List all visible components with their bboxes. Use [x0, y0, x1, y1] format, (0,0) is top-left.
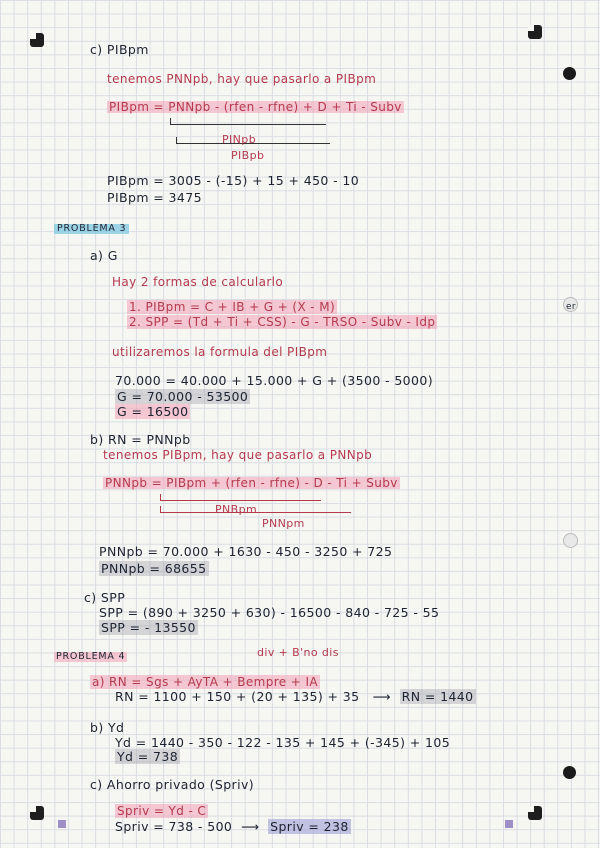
formula-1 — [127, 301, 337, 313]
label-pnbpm: PNBpm — [215, 503, 258, 516]
calc-rn — [115, 691, 476, 704]
corner-mark-bottom-left — [30, 806, 44, 820]
arrow-glyph: ⟶ — [363, 689, 400, 704]
calc-spp: SPP = (890 + 3250 + 630) - 16500 - 840 - 725 - 55 — [99, 605, 440, 620]
calc-pnnpb: PNNpb = 70.000 + 1630 - 450 - 3250 + 725 — [99, 544, 393, 559]
line-utilizaremos: utilizaremos la formula del PIBpm — [112, 345, 328, 359]
formula-pnnpb: PNNpb = PIBpm + (rfen - rfne) - D - Ti + Subv — [105, 476, 398, 490]
line-c-spp: c) SPP — [84, 590, 126, 605]
result-g — [115, 406, 190, 419]
line-c-pibpm: c) PIBpm — [90, 42, 149, 57]
line-a-rn — [90, 676, 320, 688]
corner-mark-top-right — [528, 25, 542, 39]
corner-mark-bottom-right — [528, 806, 542, 820]
corner-mark-top-left — [30, 33, 44, 47]
heading-problema-4: PROBLEMA 4 — [56, 651, 126, 662]
calc-rn-text: RN = 1100 + 150 + (20 + 135) + 35 — [115, 689, 360, 704]
calc-g-2 — [115, 391, 250, 404]
calc-g-2-text: G = 70.000 - 53500 — [117, 389, 249, 404]
formula-pibpm: PIBpm = PNNpb - (rfen - rfne) + D + Ti - Subv — [109, 100, 402, 114]
calc-pibpm: PIBpm = 3005 - (-15) + 15 + 450 - 10 — [107, 173, 360, 188]
heading-problema-3: PROBLEMA 3 — [54, 224, 129, 234]
line-tenemos-pibpm: tenemos PIBpm, hay que pasarlo a PNNpb — [103, 448, 373, 462]
margin-text: er — [566, 302, 577, 312]
formula-1-text: 1. PIBpm = C + IB + G + (X - M) — [129, 300, 336, 314]
result-spp — [99, 622, 198, 635]
formula-2 — [127, 316, 437, 328]
result-pibpm: PIBpm = 3475 — [107, 190, 202, 205]
result-rn-text: RN = 1440 — [401, 689, 474, 704]
calc-spriv-text: Spriv = 738 - 500 — [115, 819, 233, 834]
line-c-ahorro: c) Ahorro privado (Spriv) — [90, 777, 255, 792]
formula-spriv — [115, 805, 208, 817]
binder-hole-4 — [563, 766, 576, 779]
line-b-yd: b) Yd — [90, 720, 125, 735]
corner-square-right — [505, 820, 513, 828]
result-pnnpb — [99, 563, 209, 576]
bracket-pinpb — [170, 118, 326, 125]
annotation-div-bnodis: div + B'no dis — [257, 646, 339, 659]
label-pibpb: PIBpb — [231, 149, 265, 162]
bracket-pnbpm — [160, 494, 321, 501]
result-pnnpb-text: PNNpb = 68655 — [101, 561, 207, 576]
arrow-glyph-2: ⟶ — [232, 819, 269, 834]
line-a-rn-text: a) RN = Sgs + AyTA + Bempre + IA — [92, 675, 319, 689]
line-b-rn: b) RN = PNNpb — [90, 432, 191, 447]
line-hay-2-formas: Hay 2 formas de calcularlo — [112, 275, 284, 289]
label-pinpb: PINpb — [222, 133, 257, 146]
label-pnnpm: PNNpm — [262, 517, 305, 530]
result-yd — [115, 751, 180, 764]
calc-g-1: 70.000 = 40.000 + 15.000 + G + (3500 - 5000) — [115, 373, 434, 388]
corner-square-left — [58, 820, 66, 828]
result-spriv-text: Spriv = 238 — [270, 819, 349, 834]
result-yd-text: Yd = 738 — [117, 749, 179, 764]
formula-spriv-text: Spriv = Yd - C — [117, 804, 207, 818]
line-tenemos-pnnpb: tenemos PNNpb, hay que pasarlo a PIBpm — [107, 72, 377, 86]
calc-yd: Yd = 1440 - 350 - 122 - 135 + 145 + (-345) + 105 — [115, 735, 451, 750]
result-spp-text: SPP = - 13550 — [101, 620, 196, 635]
binder-hole-1 — [563, 67, 576, 80]
formula-2-text: 2. SPP = (Td + Ti + CSS) - G - TRSO - Subv - Idp — [129, 315, 436, 329]
binder-hole-3 — [563, 533, 578, 548]
calc-spriv — [115, 821, 351, 834]
result-g-text: G = 16500 — [117, 404, 189, 419]
line-a-g: a) G — [90, 248, 118, 263]
